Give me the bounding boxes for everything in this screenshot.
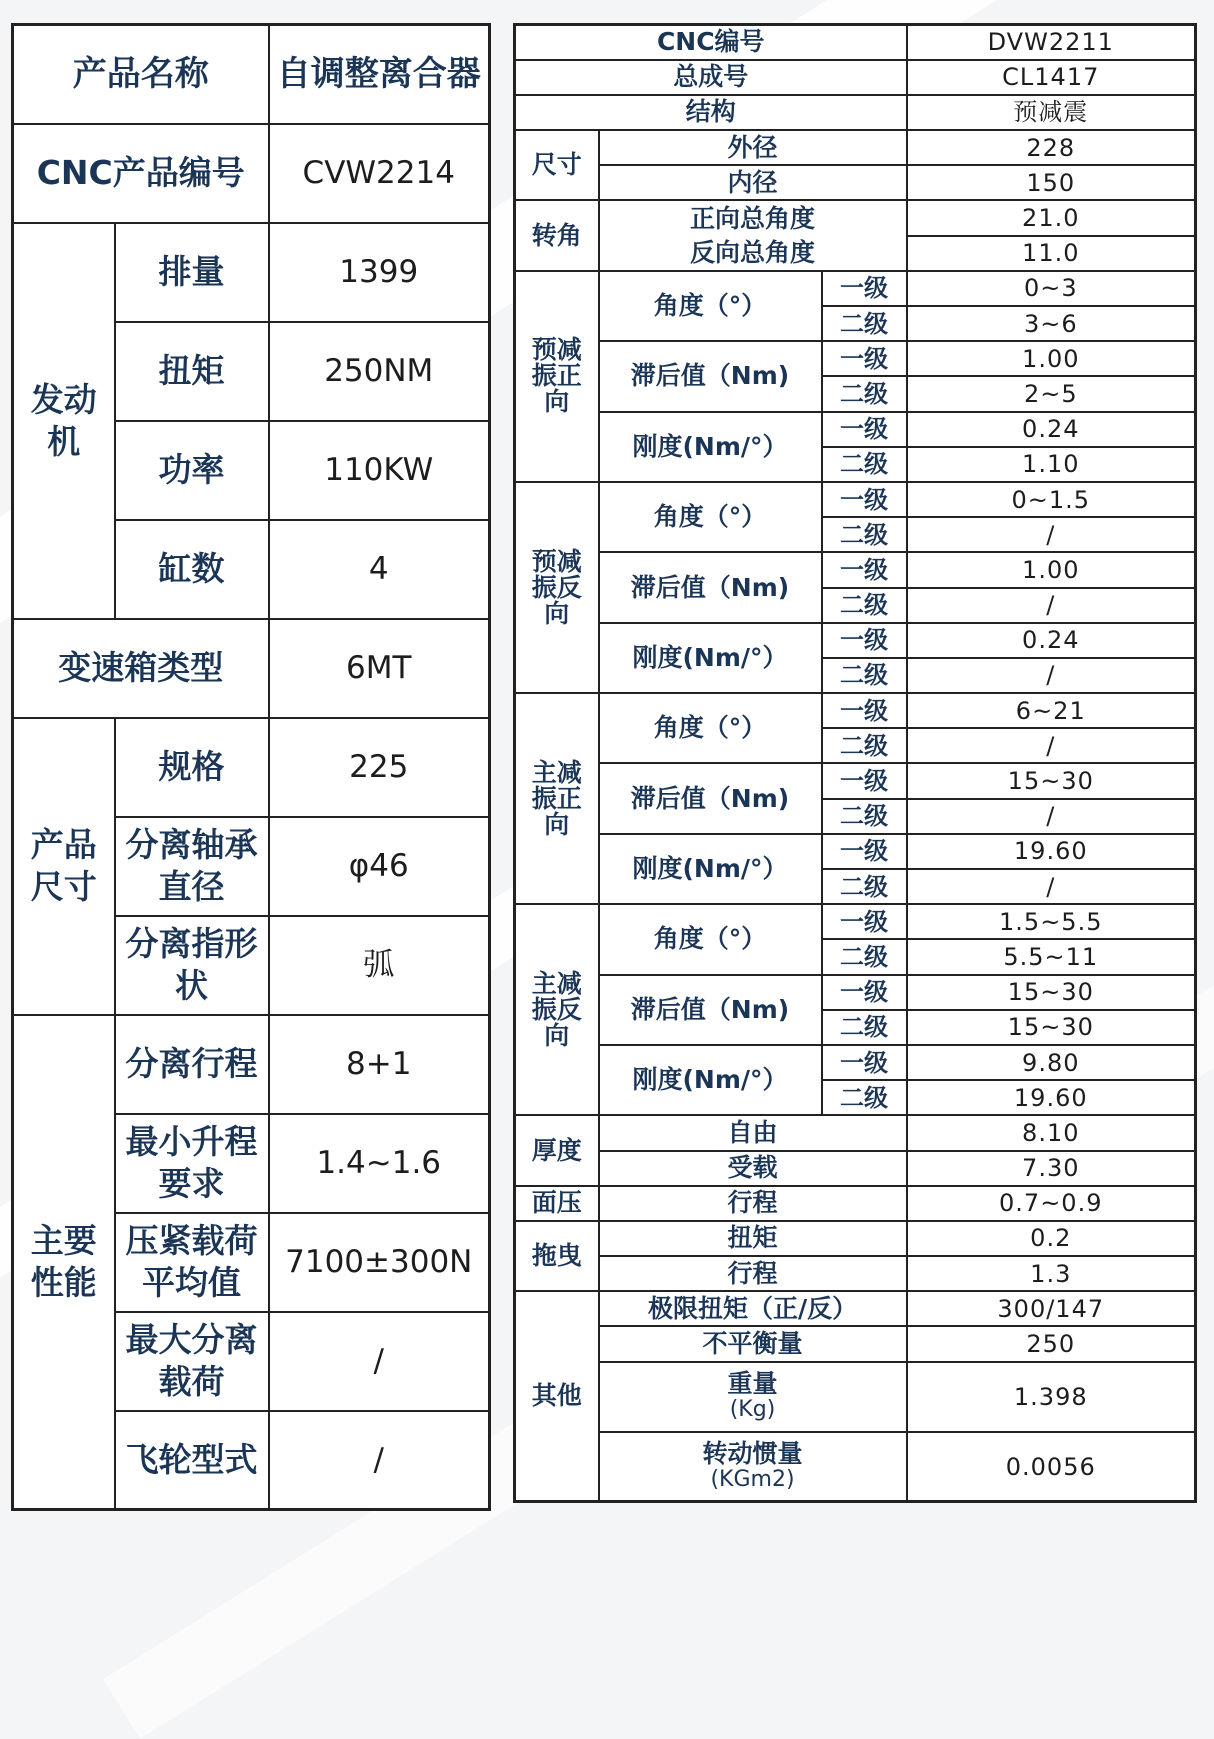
level-2-label: 二级: [822, 939, 907, 974]
release-bearing-diameter-label: 分离轴承直径: [115, 817, 269, 916]
engine-power-value: 110KW: [269, 421, 490, 520]
level-2-label: 二级: [822, 517, 907, 552]
thickness-group-label: 厚度: [515, 1115, 599, 1185]
main-rev-hyst-l2: 15~30: [907, 1010, 1196, 1045]
release-finger-shape-label: 分离指形状: [115, 916, 269, 1015]
angle-param-label: 角度（°）: [599, 693, 822, 763]
engine-displacement-label: 排量: [115, 223, 269, 322]
inner-diameter-label: 内径: [599, 165, 907, 200]
level-1-label: 一级: [822, 763, 907, 798]
main-fwd-hyst-l1: 15~30: [907, 763, 1196, 798]
flywheel-type-value: /: [269, 1411, 490, 1510]
main-fwd-stiff-l2: /: [907, 869, 1196, 904]
product-name-value: 自调整离合器: [269, 25, 490, 124]
max-release-load-label: 最大分离载荷: [115, 1312, 269, 1411]
product-size-group-label: 产品尺寸: [13, 718, 115, 1015]
limit-torque-label: 极限扭矩（正/反）: [599, 1291, 907, 1326]
angle-group-label: 转角: [515, 200, 599, 270]
spec-label: 规格: [115, 718, 269, 817]
pre-rev-hyst-l1: 1.00: [907, 552, 1196, 587]
drag-torque-value: 0.2: [907, 1221, 1196, 1256]
level-1-label: 一级: [822, 482, 907, 517]
gearbox-type-value: 6MT: [269, 619, 490, 718]
level-1-label: 一级: [822, 693, 907, 728]
main-fwd-angle-l1: 6~21: [907, 693, 1196, 728]
level-2-label: 二级: [822, 1010, 907, 1045]
angle-param-label: 角度（°）: [599, 271, 822, 341]
engine-group-label: 发动机: [13, 223, 115, 619]
unbalance-label: 不平衡量: [599, 1326, 907, 1361]
forward-total-angle-label: 正向总角度: [599, 200, 907, 235]
release-finger-shape-value: 弧: [269, 916, 490, 1015]
free-thickness-label: 自由: [599, 1115, 907, 1150]
engine-torque-value: 250NM: [269, 322, 490, 421]
engine-cylinders-value: 4: [269, 520, 490, 619]
cnc-product-number-label: CNC产品编号: [13, 124, 269, 223]
forward-total-angle-value: 21.0: [907, 200, 1196, 235]
pre-rev-stiff-l1: 0.24: [907, 623, 1196, 658]
level-2-label: 二级: [822, 306, 907, 341]
angle-param-label: 角度（°）: [599, 482, 822, 552]
level-1-label: 一级: [822, 834, 907, 869]
main-rev-hyst-l1: 15~30: [907, 975, 1196, 1010]
loaded-thickness-label: 受载: [599, 1151, 907, 1186]
level-2-label: 二级: [822, 728, 907, 763]
angle-param-label: 角度（°）: [599, 904, 822, 974]
main-rev-angle-l1: 1.5~5.5: [907, 904, 1196, 939]
main-fwd-stiff-l1: 19.60: [907, 834, 1196, 869]
pre-fwd-angle-l2: 3~6: [907, 306, 1196, 341]
pre-fwd-hyst-l2: 2~5: [907, 376, 1196, 411]
engine-cylinders-label: 缸数: [115, 520, 269, 619]
release-stroke-value: 8+1: [269, 1015, 490, 1114]
level-2-label: 二级: [822, 588, 907, 623]
release-stroke-label: 分离行程: [115, 1015, 269, 1114]
level-2-label: 二级: [822, 376, 907, 411]
flywheel-type-label: 飞轮型式: [115, 1411, 269, 1510]
structure-value: 预减震: [907, 95, 1196, 130]
hysteresis-param-label: 滞后值（Nm): [599, 763, 822, 833]
level-1-label: 一级: [822, 904, 907, 939]
outer-diameter-label: 外径: [599, 130, 907, 165]
pre-rev-angle-l2: /: [907, 517, 1196, 552]
face-pressure-group-label: 面压: [515, 1186, 599, 1221]
loaded-thickness-value: 7.30: [907, 1151, 1196, 1186]
pre-rev-stiff-l2: /: [907, 658, 1196, 693]
main-damper-forward-group-label: 主减振正向: [515, 693, 599, 904]
outer-diameter-value: 228: [907, 130, 1196, 165]
level-1-label: 一级: [822, 975, 907, 1010]
hysteresis-param-label: 滞后值（Nm): [599, 552, 822, 622]
engine-power-label: 功率: [115, 421, 269, 520]
pre-fwd-angle-l1: 0~3: [907, 271, 1196, 306]
level-1-label: 一级: [822, 1045, 907, 1080]
pre-fwd-stiff-l1: 0.24: [907, 412, 1196, 447]
limit-torque-value: 300/147: [907, 1291, 1196, 1326]
main-rev-stiff-l1: 9.80: [907, 1045, 1196, 1080]
reverse-total-angle-label: 反向总角度: [599, 236, 907, 271]
drag-group-label: 拖曳: [515, 1221, 599, 1291]
level-1-label: 一级: [822, 341, 907, 376]
structure-label: 结构: [515, 95, 907, 130]
level-2-label: 二级: [822, 1080, 907, 1115]
level-1-label: 一级: [822, 623, 907, 658]
min-lift-value: 1.4~1.6: [269, 1114, 490, 1213]
pre-fwd-stiff-l2: 1.10: [907, 447, 1196, 482]
pre-fwd-hyst-l1: 1.00: [907, 341, 1196, 376]
level-1-label: 一级: [822, 271, 907, 306]
main-fwd-hyst-l2: /: [907, 799, 1196, 834]
hysteresis-param-label: 滞后值（Nm): [599, 341, 822, 411]
size-group-label: 尺寸: [515, 130, 599, 200]
engine-torque-label: 扭矩: [115, 322, 269, 421]
cnc-number-value: DVW2211: [907, 25, 1196, 60]
level-2-label: 二级: [822, 869, 907, 904]
face-stroke-label: 行程: [599, 1186, 907, 1221]
cnc-number-label: CNC编号: [515, 25, 907, 60]
assembly-number-value: CL1417: [907, 60, 1196, 95]
reverse-total-angle-value: 11.0: [907, 236, 1196, 271]
stiffness-param-label: 刚度(Nm/°）: [599, 623, 822, 693]
free-thickness-value: 8.10: [907, 1115, 1196, 1150]
max-release-load-value: /: [269, 1312, 490, 1411]
spec-value: 225: [269, 718, 490, 817]
pre-damper-reverse-group-label: 预减振反向: [515, 482, 599, 693]
unbalance-value: 250: [907, 1326, 1196, 1361]
pre-damper-forward-group-label: 预减振正向: [515, 271, 599, 482]
drag-stroke-label: 行程: [599, 1256, 907, 1291]
product-spec-table: [11, 23, 491, 1511]
main-damper-reverse-group-label: 主减振反向: [515, 904, 599, 1115]
level-2-label: 二级: [822, 799, 907, 834]
other-group-label: 其他: [515, 1291, 599, 1501]
disc-spec-table: [513, 23, 1197, 1503]
clamp-load-value: 7100±300N: [269, 1213, 490, 1312]
level-2-label: 二级: [822, 658, 907, 693]
inertia-label: 转动惯量 (KGm2): [599, 1432, 907, 1502]
pre-rev-hyst-l2: /: [907, 588, 1196, 623]
face-stroke-value: 0.7~0.9: [907, 1186, 1196, 1221]
stiffness-param-label: 刚度(Nm/°）: [599, 834, 822, 904]
assembly-number-label: 总成号: [515, 60, 907, 95]
clamp-load-label: 压紧载荷平均值: [115, 1213, 269, 1312]
drag-stroke-value: 1.3: [907, 1256, 1196, 1291]
stiffness-param-label: 刚度(Nm/°）: [599, 412, 822, 482]
level-2-label: 二级: [822, 447, 907, 482]
release-bearing-diameter-value: φ46: [269, 817, 490, 916]
weight-label: 重量 (Kg): [599, 1362, 907, 1432]
drag-torque-label: 扭矩: [599, 1221, 907, 1256]
level-1-label: 一级: [822, 552, 907, 587]
product-name-label: 产品名称: [13, 25, 269, 124]
inertia-value: 0.0056: [907, 1432, 1196, 1502]
performance-group-label: 主要性能: [13, 1015, 115, 1510]
gearbox-type-label: 变速箱类型: [13, 619, 269, 718]
main-rev-angle-l2: 5.5~11: [907, 939, 1196, 974]
cnc-product-number-value: CVW2214: [269, 124, 490, 223]
pre-rev-angle-l1: 0~1.5: [907, 482, 1196, 517]
stiffness-param-label: 刚度(Nm/°）: [599, 1045, 822, 1115]
min-lift-label: 最小升程要求: [115, 1114, 269, 1213]
hysteresis-param-label: 滞后值（Nm): [599, 975, 822, 1045]
inner-diameter-value: 150: [907, 165, 1196, 200]
main-rev-stiff-l2: 19.60: [907, 1080, 1196, 1115]
weight-value: 1.398: [907, 1362, 1196, 1432]
engine-displacement-value: 1399: [269, 223, 490, 322]
main-fwd-angle-l2: /: [907, 728, 1196, 763]
level-1-label: 一级: [822, 412, 907, 447]
